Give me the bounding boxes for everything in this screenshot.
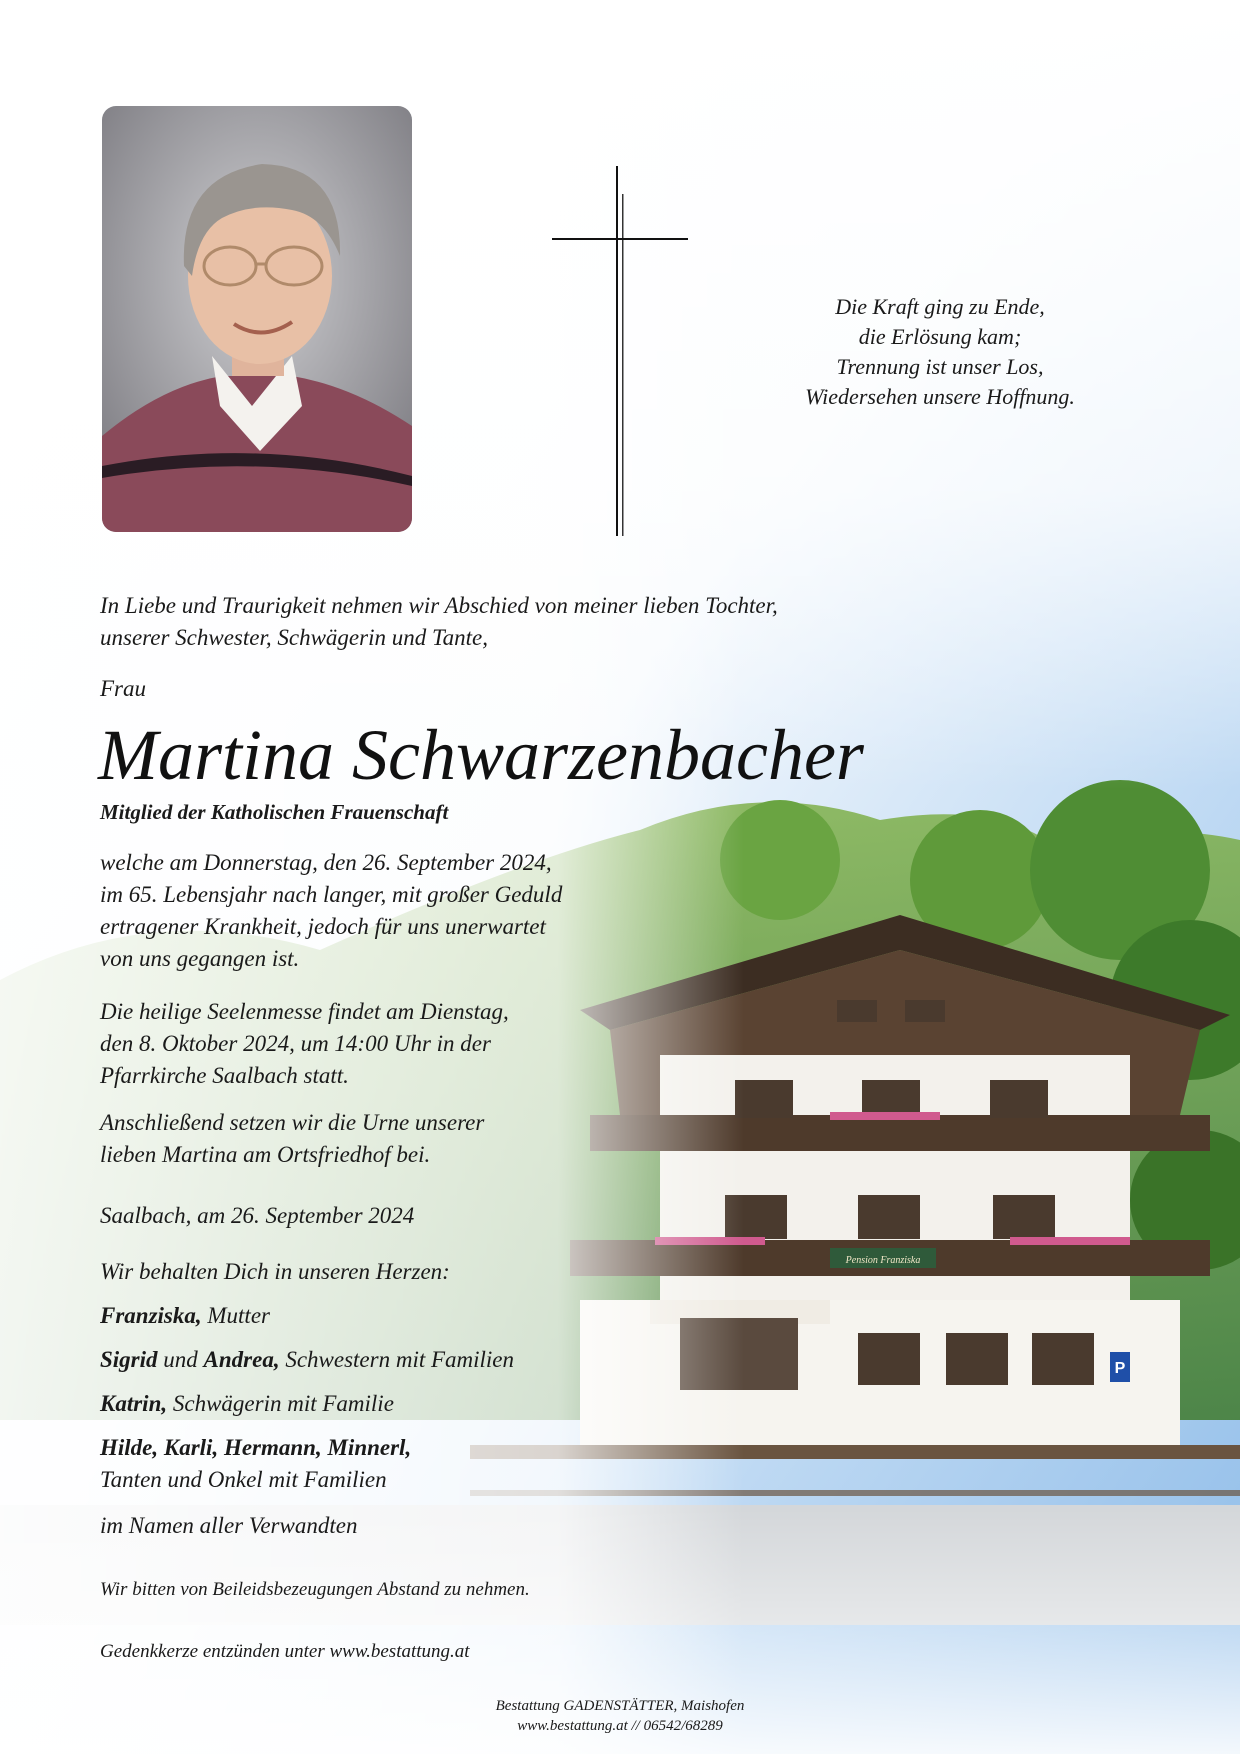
relative-name-a: Sigrid bbox=[100, 1347, 158, 1372]
death-line: welche am Donnerstag, den 26. September 2024, bbox=[100, 850, 552, 875]
poem-line: die Erlösung kam; bbox=[858, 324, 1022, 349]
deceased-name: Martina Schwarzenbacher bbox=[98, 715, 864, 795]
relative-name-b: Andrea, bbox=[203, 1347, 280, 1372]
relative-names: Katrin, bbox=[100, 1391, 168, 1416]
footer-company: Bestattung GADENSTÄTTER, Maishofen bbox=[495, 1698, 745, 1714]
burial-paragraph bbox=[100, 1107, 484, 1171]
condolence-note: Wir bitten von Beileidsbezeugungen Abstand zu nehmen. bbox=[100, 1579, 530, 1600]
relative-sister-in-law bbox=[100, 1388, 394, 1420]
mass-paragraph bbox=[100, 996, 509, 1092]
portrait-photo bbox=[102, 106, 412, 532]
relative-names: Hilde, Karli, Hermann, Minnerl, bbox=[100, 1435, 412, 1460]
intro-line: unserer Schwester, Schwägerin und Tante, bbox=[100, 625, 489, 650]
title-prefix: Frau bbox=[100, 676, 146, 701]
hearts-line: Wir behalten Dich in unseren Herzen: bbox=[100, 1259, 450, 1284]
footer bbox=[0, 1696, 1240, 1736]
candle-note: Gedenkkerze entzünden unter www.bestattung.at bbox=[100, 1641, 470, 1662]
burial-line: Anschließend setzen wir die Urne unserer bbox=[100, 1110, 485, 1135]
burial-line: lieben Martina am Ortsfriedhof bei. bbox=[100, 1142, 431, 1167]
relative-aunts-uncles-role: Tanten und Onkel mit Familien bbox=[100, 1467, 387, 1492]
relative-names: Franziska, bbox=[100, 1303, 202, 1328]
relative-joiner: und bbox=[157, 1347, 204, 1372]
relative-all: im Namen aller Verwandten bbox=[100, 1513, 358, 1538]
death-line: von uns gegangen ist. bbox=[100, 946, 300, 971]
mass-line: Pfarrkirche Saalbach statt. bbox=[100, 1063, 349, 1088]
poem-line: Trennung ist unser Los, bbox=[836, 354, 1044, 379]
cross-icon bbox=[552, 166, 688, 536]
death-line: ertragener Krankheit, jedoch für uns unerwartet bbox=[100, 914, 546, 939]
mass-line: den 8. Oktober 2024, um 14:00 Uhr in der bbox=[100, 1031, 491, 1056]
poem-line: Wiedersehen unsere Hoffnung. bbox=[805, 384, 1075, 409]
relative-role: Schwägerin mit Familie bbox=[167, 1391, 394, 1416]
relative-role: Mutter bbox=[201, 1303, 270, 1328]
death-line: im 65. Lebensjahr nach langer, mit großer Geduld bbox=[100, 882, 563, 907]
membership: Mitglied der Katholischen Frauenschaft bbox=[100, 800, 449, 824]
place-date: Saalbach, am 26. September 2024 bbox=[100, 1203, 415, 1228]
mass-line: Die heilige Seelenmesse findet am Dienstag, bbox=[100, 999, 509, 1024]
footer-contact: www.bestattung.at // 06542/68289 bbox=[517, 1718, 723, 1734]
poem bbox=[760, 292, 1120, 412]
intro-text bbox=[100, 590, 778, 654]
relative-role: Schwestern mit Familien bbox=[279, 1347, 515, 1372]
relative-sisters bbox=[100, 1344, 514, 1376]
poem-line: Die Kraft ging zu Ende, bbox=[835, 294, 1045, 319]
relative-mother bbox=[100, 1300, 270, 1332]
relative-aunts-uncles-names bbox=[100, 1432, 411, 1464]
death-paragraph bbox=[100, 847, 562, 975]
intro-line: In Liebe und Traurigkeit nehmen wir Abschied von meiner lieben Tochter, bbox=[100, 593, 778, 618]
